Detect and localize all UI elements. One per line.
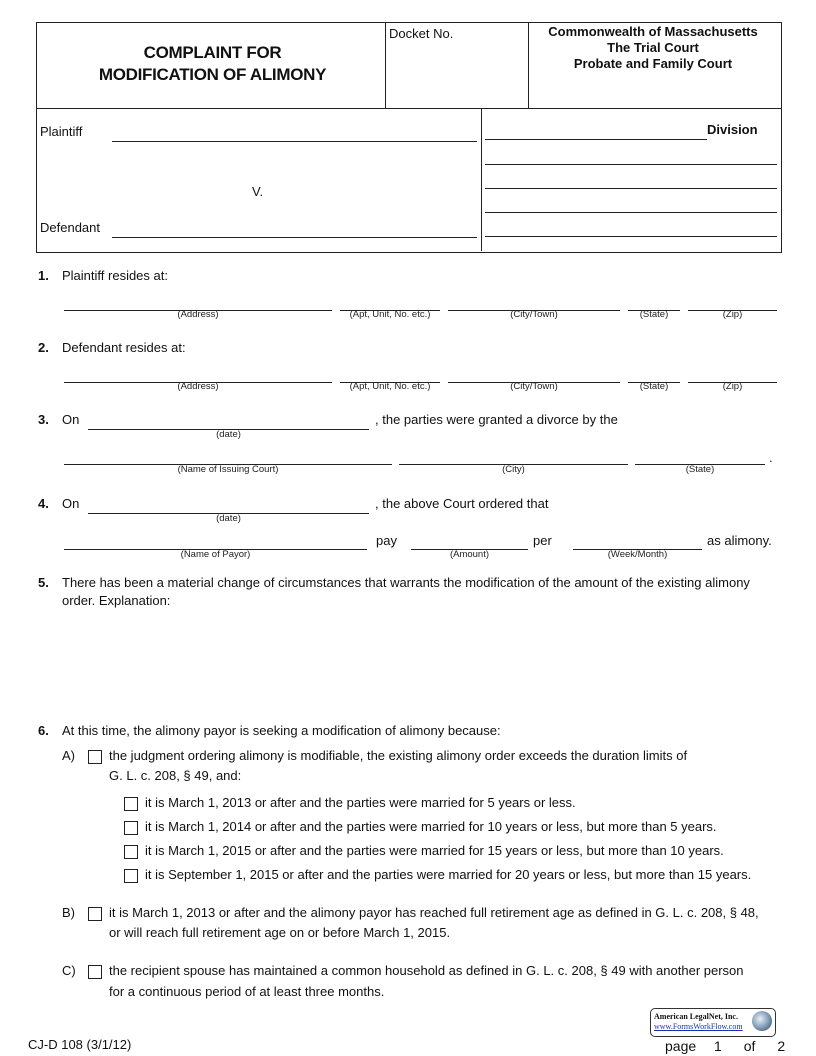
plaintiff-field[interactable] <box>112 141 477 142</box>
division-line[interactable] <box>485 212 777 213</box>
defendant-label: Defendant <box>40 220 100 235</box>
caption: (City) <box>502 464 525 475</box>
sub-option-text: it is September 1, 2015 or after and the parties were married for 20 years or less, but more than 15 years. <box>145 867 752 882</box>
sub-option-checkbox[interactable] <box>124 869 138 883</box>
docket-field[interactable] <box>389 44 525 104</box>
caption: (Address) <box>177 381 219 392</box>
logo-url[interactable]: www.FormsWorkFlow.com <box>654 1022 743 1031</box>
caption: (Amount) <box>449 549 490 560</box>
option-b-text: or will reach full retirement age on or before March 1, 2015. <box>109 925 451 940</box>
caption: (Name of Issuing Court) <box>177 464 279 475</box>
caption: (Address) <box>177 309 219 320</box>
of-label: of <box>743 1038 756 1054</box>
option-b-text: it is March 1, 2013 or after and the alimony payor has reached full retirement age as defined in G. L. c. 208, § 48, <box>109 905 759 920</box>
option-label: A) <box>62 748 75 763</box>
division-field[interactable] <box>485 139 707 140</box>
option-a-text: the judgment ordering alimony is modifiable, the existing alimony order exceeds the duration limits of <box>109 748 688 763</box>
material-change-text: There has been a material change of circumstances that warrants the modification of the amount of the existing alimony <box>62 575 750 590</box>
sub-option-checkbox[interactable] <box>124 797 138 811</box>
divider <box>385 22 386 108</box>
logo-name: American LegalNet, Inc. <box>654 1012 738 1021</box>
caption: (Name of Payor) <box>180 549 251 560</box>
form-id: CJ-D 108 (3/1/12) <box>28 1037 132 1052</box>
caption: (Zip) <box>722 309 743 320</box>
item-number: 1. <box>38 268 49 283</box>
title-line: MODIFICATION OF ALIMONY <box>98 65 327 84</box>
court-line: Commonwealth of Massachusetts <box>548 24 758 39</box>
on-label: On <box>62 496 80 511</box>
sub-option-checkbox[interactable] <box>124 845 138 859</box>
option-c-text: for a continuous period of at least three months. <box>109 984 385 999</box>
court-name <box>528 24 778 72</box>
sub-option-text: it is March 1, 2015 or after and the parties were married for 15 years or less, but more than 10 years. <box>145 843 724 858</box>
division-line[interactable] <box>485 236 777 237</box>
division-line[interactable] <box>485 164 777 165</box>
page-total: 2 <box>777 1038 786 1054</box>
sub-option-text: it is March 1, 2013 or after and the parties were married for 5 years or less. <box>145 795 576 810</box>
sub-option-text: it is March 1, 2014 or after and the parties were married for 10 years or less, but more than 5 years. <box>145 819 717 834</box>
caption: (Apt, Unit, No. etc.) <box>349 381 431 392</box>
page-label: page <box>665 1038 697 1054</box>
defendant-resides-label: Defendant resides at: <box>62 340 186 355</box>
option-a-checkbox[interactable] <box>88 750 102 764</box>
divider <box>36 108 781 109</box>
globe-icon <box>752 1011 772 1031</box>
per-label: per <box>533 533 552 548</box>
caption: (date) <box>216 429 241 440</box>
reason-intro: At this time, the alimony payor is seeking a modification of alimony because: <box>62 723 501 738</box>
option-a-text: G. L. c. 208, § 49, and: <box>109 768 242 783</box>
divider <box>481 108 482 251</box>
item-number: 5. <box>38 575 49 590</box>
caption: (State) <box>685 464 715 475</box>
option-label: B) <box>62 905 75 920</box>
on-label: On <box>62 412 80 427</box>
court-line: Probate and Family Court <box>573 56 733 71</box>
page-indicator <box>665 1038 785 1054</box>
plaintiff-resides-label: Plaintiff resides at: <box>62 268 168 283</box>
page-number: 1 <box>714 1038 722 1054</box>
caption: (Zip) <box>722 381 743 392</box>
division-label: Division <box>707 122 758 137</box>
option-label: C) <box>62 963 76 978</box>
pay-label: pay <box>376 533 397 548</box>
item-number: 4. <box>38 496 49 511</box>
division-line[interactable] <box>485 188 777 189</box>
material-change-text: order. Explanation: <box>62 593 171 608</box>
order-text: , the above Court ordered that <box>375 496 549 511</box>
divorce-text: , the parties were granted a divorce by the <box>375 412 618 427</box>
explanation-field[interactable] <box>62 612 778 708</box>
plaintiff-label: Plaintiff <box>40 124 83 139</box>
item-number: 6. <box>38 723 49 738</box>
caption: (State) <box>639 309 669 320</box>
versus-label: V. <box>252 184 264 199</box>
caption: (City/Town) <box>510 309 558 320</box>
caption: (date) <box>216 513 241 524</box>
form-title <box>40 42 385 86</box>
docket-label: Docket No. <box>389 26 454 41</box>
period: . <box>769 450 773 465</box>
caption: (Week/Month) <box>607 549 668 560</box>
caption: (City/Town) <box>510 381 558 392</box>
as-alimony-label: as alimony. <box>707 533 772 548</box>
defendant-field[interactable] <box>112 237 477 238</box>
sub-option-checkbox[interactable] <box>124 821 138 835</box>
caption: (Apt, Unit, No. etc.) <box>349 309 431 320</box>
title-line: COMPLAINT FOR <box>143 43 282 62</box>
option-c-checkbox[interactable] <box>88 965 102 979</box>
item-number: 2. <box>38 340 49 355</box>
publisher-logo <box>650 1008 776 1037</box>
court-line: The Trial Court <box>607 40 699 55</box>
option-b-checkbox[interactable] <box>88 907 102 921</box>
item-number: 3. <box>38 412 49 427</box>
option-c-text: the recipient spouse has maintained a common household as defined in G. L. c. 208, § 49 with another person <box>109 963 744 978</box>
caption: (State) <box>639 381 669 392</box>
